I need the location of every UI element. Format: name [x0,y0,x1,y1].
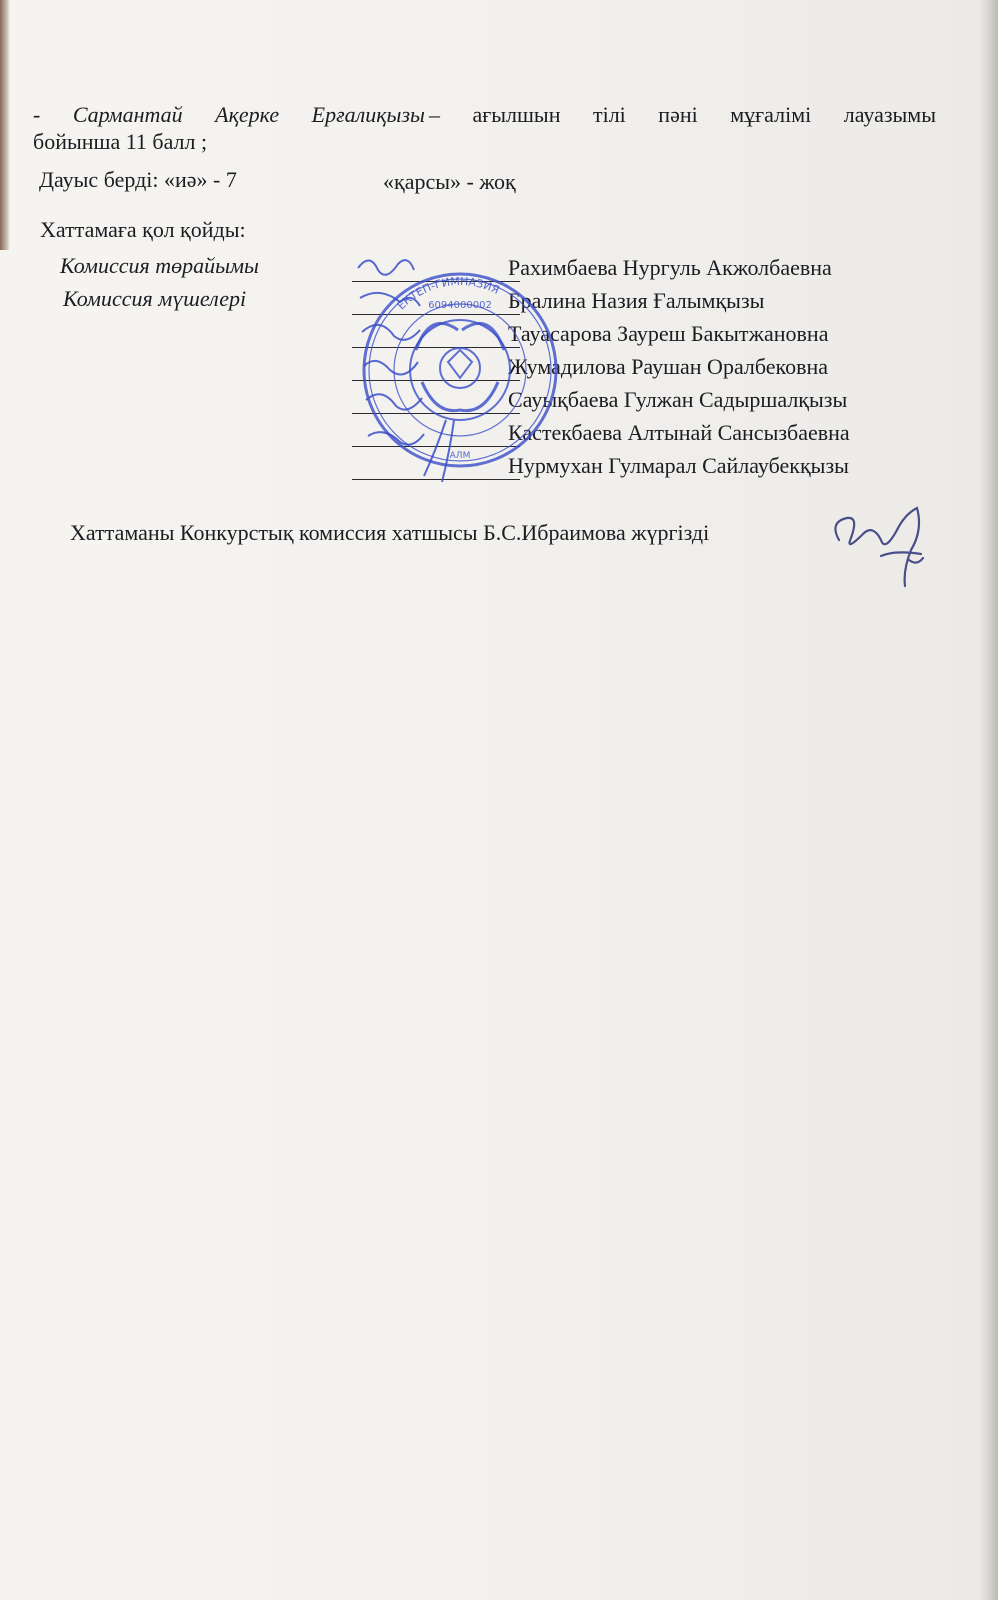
member-name: Сауықбаева Гулжан Садыршалқызы [508,387,848,412]
official-stamp [350,250,570,490]
candidate-name: Сармантай Ақерке Ерғалиқызы [72,102,425,127]
signed-heading: Хаттамаға қол қойды: [40,217,246,242]
candidate-score: бойынша 11 балл ; [33,129,208,154]
member-name: Рахимбаева Нургуль Акжолбаевна [508,255,832,280]
candidate-prefix: - [33,102,73,127]
member-name: Жумадилова Раушан Оралбековна [508,354,829,379]
vote-yes: Дауыс берді: «иә» - 7 [39,167,237,192]
candidate-position: – ағылшын тілі пәні мұғалімі лауазымы [428,102,937,127]
paper-edge-right [978,0,998,1600]
stamp-top-text: ЕКТЕП-ГИМНАЗИЯ [394,274,502,313]
member-name: Бралина Назия Ғалымқызы [508,288,765,313]
footer-secretary-note: Хаттаманы Конкурстық комиссия хатшысы Б.С.Ибраимова жүргізді [70,520,710,545]
member-name: Тауасарова Зауреш Бакытжановна [508,321,829,346]
chair-label: Комиссия төрайымы [60,253,259,278]
stamp-number: 6094000002 [428,300,492,311]
candidate-line [33,103,936,127]
vote-no: «қарсы» - жоқ [383,169,516,194]
secretary-signature [825,500,945,590]
paper-edge-left [0,0,10,250]
stamp-bottom-text: АЛМ [449,451,471,461]
member-name: Кастекбаева Алтынай Сансызбаевна [508,420,850,445]
members-label: Комиссия мүшелері [63,286,247,311]
member-name: Нурмухан Гулмарал Сайлаубекқызы [508,453,849,478]
